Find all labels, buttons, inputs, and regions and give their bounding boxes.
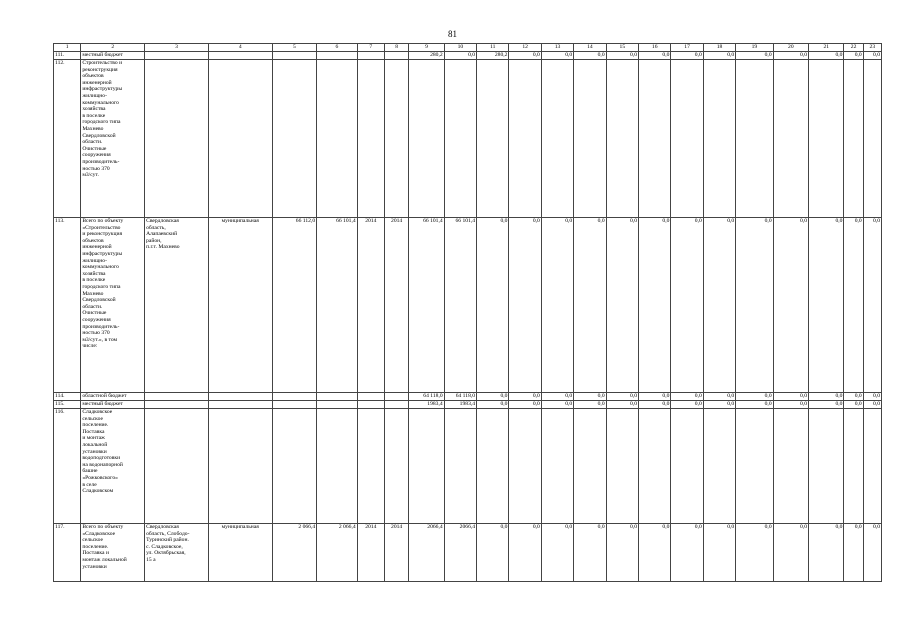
table-cell [541, 60, 573, 218]
table-cell: 64 118,0 [444, 393, 476, 401]
table-cell: 0,0 [671, 52, 703, 60]
table-cell: 0,0 [703, 524, 735, 582]
table-cell: 111. [54, 52, 81, 60]
table-cell [541, 409, 573, 524]
table-cell: 116. [54, 409, 81, 524]
table-cell [357, 393, 384, 401]
table-cell: 0,0 [863, 401, 881, 409]
table-row [54, 218, 882, 393]
table-cell [384, 393, 408, 401]
table-cell: 113. [54, 218, 81, 393]
table-cell [844, 60, 863, 218]
table-cell: местный бюджет [81, 52, 145, 60]
table-cell: 2014 [384, 218, 408, 393]
table-cell [272, 409, 317, 524]
header-row [54, 44, 882, 52]
table-cell: 66 101,4 [317, 218, 357, 393]
table-cell: 0,0 [509, 218, 541, 393]
table-cell: 0,0 [671, 218, 703, 393]
table-cell: 0,0 [844, 524, 863, 582]
table-cell: 0,0 [671, 524, 703, 582]
table-cell: 0,0 [477, 218, 509, 393]
table-cell [639, 60, 671, 218]
page-number: 81 [448, 29, 457, 39]
table-cell [736, 409, 773, 524]
table-cell [317, 393, 357, 401]
column-header: 8 [384, 44, 408, 52]
table-cell: 0,0 [773, 52, 808, 60]
table-cell [409, 409, 444, 524]
table-cell: 0,0 [639, 52, 671, 60]
column-header: 5 [272, 44, 317, 52]
table-cell: 0,0 [541, 218, 573, 393]
table-cell: 0,0 [703, 218, 735, 393]
table-cell: муниципальная [208, 218, 272, 393]
table-cell: 0,0 [863, 524, 881, 582]
table-cell: 112. [54, 60, 81, 218]
table-cell: 117. [54, 524, 81, 582]
table-cell: 0,0 [541, 393, 573, 401]
table-cell [317, 401, 357, 409]
table-cell [145, 60, 209, 218]
table-cell: областной бюджет [81, 393, 145, 401]
table-cell: 0,0 [773, 393, 808, 401]
table-cell [671, 409, 703, 524]
table-cell: 0,0 [809, 218, 844, 393]
table-cell [477, 60, 509, 218]
table-cell [208, 401, 272, 409]
table-cell: 0,0 [809, 524, 844, 582]
table-cell: 0,0 [509, 524, 541, 582]
table-cell [145, 52, 209, 60]
table-cell [773, 60, 808, 218]
table-cell: 0,0 [809, 52, 844, 60]
table-cell: 66 101,4 [409, 218, 444, 393]
table-cell: 0,0 [863, 218, 881, 393]
table-cell: 0,0 [703, 52, 735, 60]
table-cell: 2014 [357, 524, 384, 582]
table-cell: 0,0 [541, 52, 573, 60]
column-header: 12 [509, 44, 541, 52]
column-header: 19 [736, 44, 773, 52]
table-cell: Всего по объекту «Сладковское сельское поселение. Поставка и монтаж локальной установки [81, 524, 145, 582]
table-cell: 2014 [357, 218, 384, 393]
table-row [54, 409, 882, 524]
table-cell [317, 409, 357, 524]
table-cell [357, 409, 384, 524]
table-cell: 0,0 [773, 524, 808, 582]
table-cell: 0,0 [773, 218, 808, 393]
column-header: 6 [317, 44, 357, 52]
table-cell: 280,2 [477, 52, 509, 60]
table-cell: 2014 [384, 524, 408, 582]
table-cell: местный бюджет [81, 401, 145, 409]
table-cell [317, 60, 357, 218]
table-cell [477, 409, 509, 524]
table-cell: 0,0 [809, 393, 844, 401]
column-header: 7 [357, 44, 384, 52]
table-cell: 0,0 [477, 393, 509, 401]
table-cell [863, 60, 881, 218]
table-cell [574, 60, 606, 218]
table-cell: 0,0 [574, 401, 606, 409]
table-cell [208, 393, 272, 401]
table-cell: 0,0 [574, 524, 606, 582]
column-header: 2 [81, 44, 145, 52]
table-cell: 0,0 [671, 393, 703, 401]
table-cell [444, 60, 476, 218]
table-cell: 0,0 [844, 218, 863, 393]
table-cell: 0,0 [606, 524, 638, 582]
table-cell: 0,0 [639, 218, 671, 393]
table-cell [844, 409, 863, 524]
table-cell: Строительство и реконструкция объектов инженерной инфраструктуры жилищно- коммунального хозяйства в поселке городского типа Махнево Свердловской области. Очистные сооружения производитель- ностью 370 м3/сут. [81, 60, 145, 218]
table-cell: 0,0 [736, 52, 773, 60]
table-cell: 114. [54, 393, 81, 401]
table-cell [736, 60, 773, 218]
table-cell: муниципальная [208, 524, 272, 582]
table-cell [384, 409, 408, 524]
column-header: 10 [444, 44, 476, 52]
column-header: 22 [844, 44, 863, 52]
table-cell [145, 409, 209, 524]
table-cell: 0,0 [703, 401, 735, 409]
table-cell [357, 401, 384, 409]
table-cell [671, 60, 703, 218]
table-row [54, 52, 882, 60]
table-cell [509, 409, 541, 524]
column-header: 18 [703, 44, 735, 52]
table-cell: 0,0 [736, 218, 773, 393]
table-cell: Всего по объекту «Строительство и реконструкция объектов инженерной инфраструктуры жилищно- коммунального хозяйства в поселке городского типа Махнево Свердловской области. Очистные сооружения производитель- ностью 370 м3/сут.», в том числе: [81, 218, 145, 393]
table-cell [145, 393, 209, 401]
table-cell [384, 52, 408, 60]
table-cell: 2066,4 [409, 524, 444, 582]
table-cell [384, 401, 408, 409]
table-cell: 0,0 [773, 401, 808, 409]
table-cell: 115. [54, 401, 81, 409]
table-cell [272, 52, 317, 60]
table-cell: 0,0 [736, 524, 773, 582]
table-cell [606, 60, 638, 218]
table-cell: 0,0 [736, 393, 773, 401]
table-cell [208, 60, 272, 218]
table-cell [272, 401, 317, 409]
column-header: 14 [574, 44, 606, 52]
table-cell [357, 60, 384, 218]
table-cell: 0,0 [736, 401, 773, 409]
table-cell: 66 101,4 [444, 218, 476, 393]
table-row [54, 524, 882, 582]
table-cell [208, 409, 272, 524]
table-cell: 0,0 [574, 393, 606, 401]
table-cell: 2 066,4 [317, 524, 357, 582]
table-cell: 0,0 [639, 401, 671, 409]
column-header: 13 [541, 44, 573, 52]
column-header: 17 [671, 44, 703, 52]
table-cell: 0,0 [444, 52, 476, 60]
table-cell: 0,0 [574, 218, 606, 393]
table-cell: 0,0 [541, 401, 573, 409]
table-cell: Свердловская область, Слободо- Туринский район. с. Сладковское, ул. Октябрьская, 15 а [145, 524, 209, 582]
budget-table [53, 43, 882, 582]
table-cell [208, 52, 272, 60]
table-cell: 0,0 [509, 393, 541, 401]
table-cell: Свердловская область, Алапаевский район, п.г.т. Махнево [145, 218, 209, 393]
table-cell [809, 60, 844, 218]
table-cell: Сладковское сельское поселение. Поставка и монтаж локальной установки водоподготовки на водонапорной башне «Рожковского» в селе Сладковском [81, 409, 145, 524]
table-cell [574, 409, 606, 524]
table-cell [272, 60, 317, 218]
table-cell: 0,0 [671, 401, 703, 409]
table-cell: 0,0 [477, 401, 509, 409]
table-cell [863, 409, 881, 524]
table-cell: 66 112,0 [272, 218, 317, 393]
table-cell: 0,0 [703, 393, 735, 401]
column-header: 11 [477, 44, 509, 52]
table-cell: 0,0 [574, 52, 606, 60]
table-cell: 0,0 [606, 393, 638, 401]
table-cell: 2066,4 [444, 524, 476, 582]
table-cell [317, 52, 357, 60]
table-cell [773, 409, 808, 524]
table-cell: 0,0 [863, 52, 881, 60]
table-cell: 0,0 [809, 401, 844, 409]
table-cell: 1983,4 [409, 401, 444, 409]
table-cell: 64 118,0 [409, 393, 444, 401]
table-cell [639, 409, 671, 524]
table-cell: 2 066,4 [272, 524, 317, 582]
table-cell [606, 409, 638, 524]
table-cell: 0,0 [509, 52, 541, 60]
table-cell: 280,2 [409, 52, 444, 60]
table-cell: 0,0 [863, 393, 881, 401]
table-cell [409, 60, 444, 218]
column-header: 1 [54, 44, 81, 52]
table-row [54, 401, 882, 409]
table-cell [272, 393, 317, 401]
column-header: 23 [863, 44, 881, 52]
column-header: 4 [208, 44, 272, 52]
table-row [54, 60, 882, 218]
table-cell: 0,0 [606, 52, 638, 60]
table-cell: 0,0 [844, 393, 863, 401]
table-cell [357, 52, 384, 60]
table-cell [703, 409, 735, 524]
column-header: 20 [773, 44, 808, 52]
table-row [54, 393, 882, 401]
table-cell: 0,0 [639, 393, 671, 401]
table-cell [509, 60, 541, 218]
table-cell: 0,0 [509, 401, 541, 409]
column-header: 9 [409, 44, 444, 52]
table-cell: 0,0 [844, 52, 863, 60]
table-cell: 0,0 [541, 524, 573, 582]
table-cell [145, 401, 209, 409]
table-cell: 0,0 [606, 401, 638, 409]
table-cell [809, 409, 844, 524]
column-header: 15 [606, 44, 638, 52]
column-header: 3 [145, 44, 209, 52]
table-cell: 0,0 [477, 524, 509, 582]
table-cell: 0,0 [844, 401, 863, 409]
table-cell [384, 60, 408, 218]
table-cell: 0,0 [606, 218, 638, 393]
table-cell [444, 409, 476, 524]
table-cell [703, 60, 735, 218]
column-header: 16 [639, 44, 671, 52]
table-cell: 1983,4 [444, 401, 476, 409]
column-header: 21 [809, 44, 844, 52]
table-cell: 0,0 [639, 524, 671, 582]
